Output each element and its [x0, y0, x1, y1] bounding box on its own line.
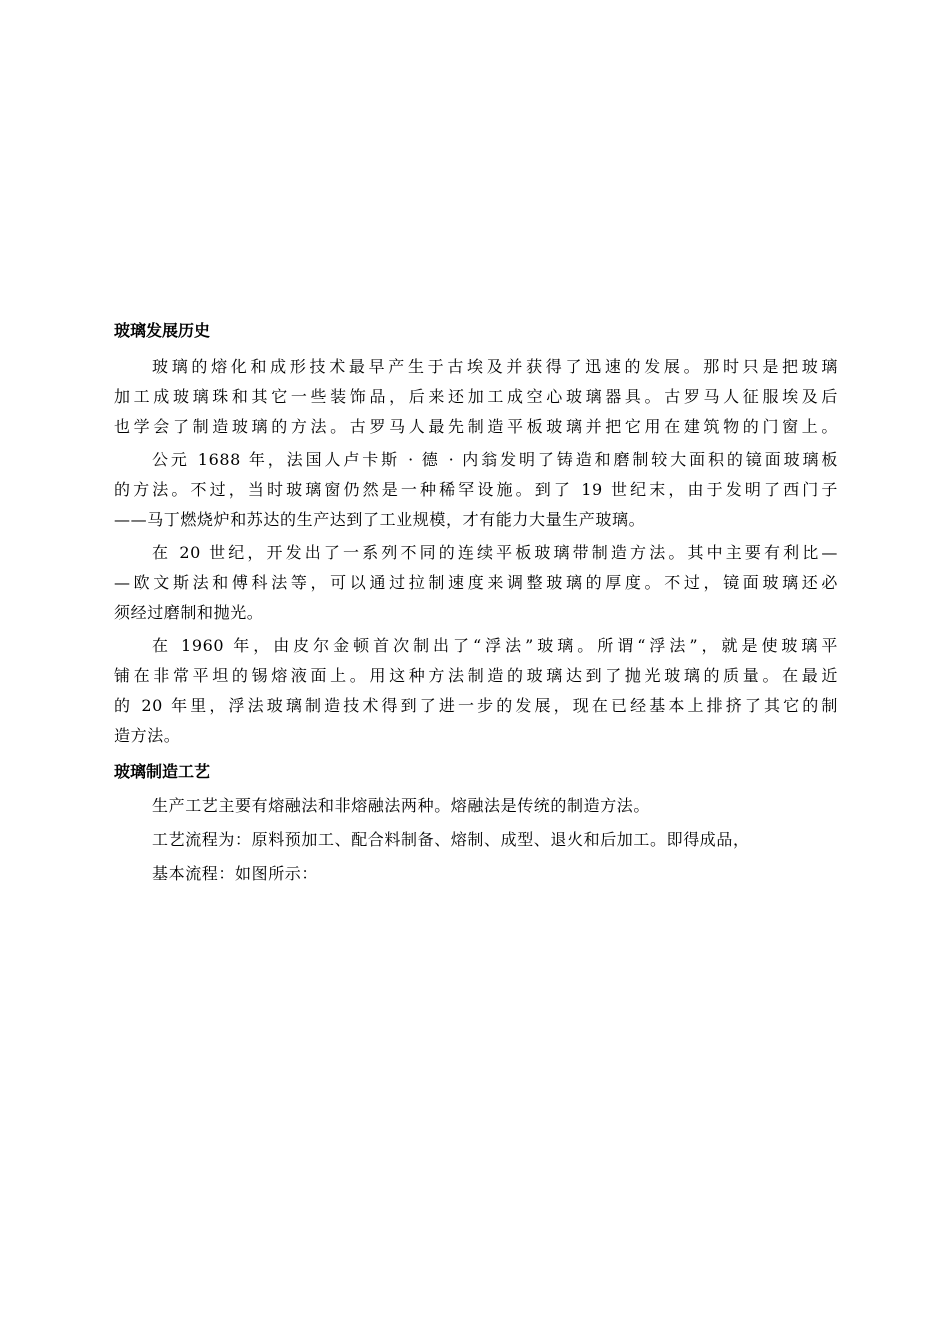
text-line: 的方法。不过，当时玻璃窗仍然是一种稀罕设施。到了 19 世纪末，由于发明了西门子 — [114, 480, 838, 499]
text-line: 工艺流程为：原料预加工、配合料制备、熔制、成型、退火和后加工。即得成品， — [152, 830, 750, 849]
text-line: ——马丁燃烧炉和苏达的生产达到了工业规模，才有能力大量生产玻璃。 — [114, 510, 646, 529]
text-line: 加工成玻璃珠和其它一些装饰品，后来还加工成空心玻璃器具。古罗马人征服埃及后 — [114, 387, 838, 406]
paragraph-process-3 — [114, 859, 838, 889]
paragraph-process-1 — [114, 791, 838, 821]
paragraph-process-2 — [114, 825, 838, 855]
paragraph-history-4 — [114, 631, 838, 751]
text-line: 须经过磨制和抛光。 — [114, 603, 264, 622]
text-line: 造方法。 — [114, 726, 181, 745]
text-line: 公元 1688 年，法国人卢卡斯 · 德 · 内翁发明了铸造和磨制较大面积的镜面玻璃板 — [152, 450, 838, 469]
section-heading-history: 玻璃发展历史 — [114, 321, 211, 340]
text-line: 的 20 年里，浮法玻璃制造技术得到了进一步的发展，现在已经基本上排挤了其它的制 — [114, 696, 838, 715]
section-heading-process: 玻璃制造工艺 — [114, 762, 211, 781]
paragraph-history-3 — [114, 538, 838, 628]
text-line: 生产工艺主要有熔融法和非熔融法两种。熔融法是传统的制造方法。 — [152, 796, 651, 815]
text-line: 铺在非常平坦的锡熔液面上。用这种方法制造的玻璃达到了抛光玻璃的质量。在最近 — [114, 666, 838, 685]
text-line: —欧文斯法和傅科法等，可以通过拉制速度来调整玻璃的厚度。不过，镜面玻璃还必 — [114, 573, 838, 592]
document-body — [114, 316, 838, 889]
text-line: 也学会了制造玻璃的方法。古罗马人最先制造平板玻璃并把它用在建筑物的门窗上。 — [114, 417, 838, 436]
text-line: 在 1960 年，由皮尔金顿首次制出了“浮法”玻璃。所谓“浮法”，就是使玻璃平 — [152, 636, 838, 655]
paragraph-history-1 — [114, 352, 838, 442]
paragraph-history-2 — [114, 445, 838, 535]
text-line: 基本流程：如图所示： — [152, 864, 319, 883]
text-line: 在 20 世纪，开发出了一系列不同的连续平板玻璃带制造方法。其中主要有利比— — [152, 543, 838, 562]
text-line: 玻璃的熔化和成形技术最早产生于古埃及并获得了迅速的发展。那时只是把玻璃 — [152, 357, 838, 376]
